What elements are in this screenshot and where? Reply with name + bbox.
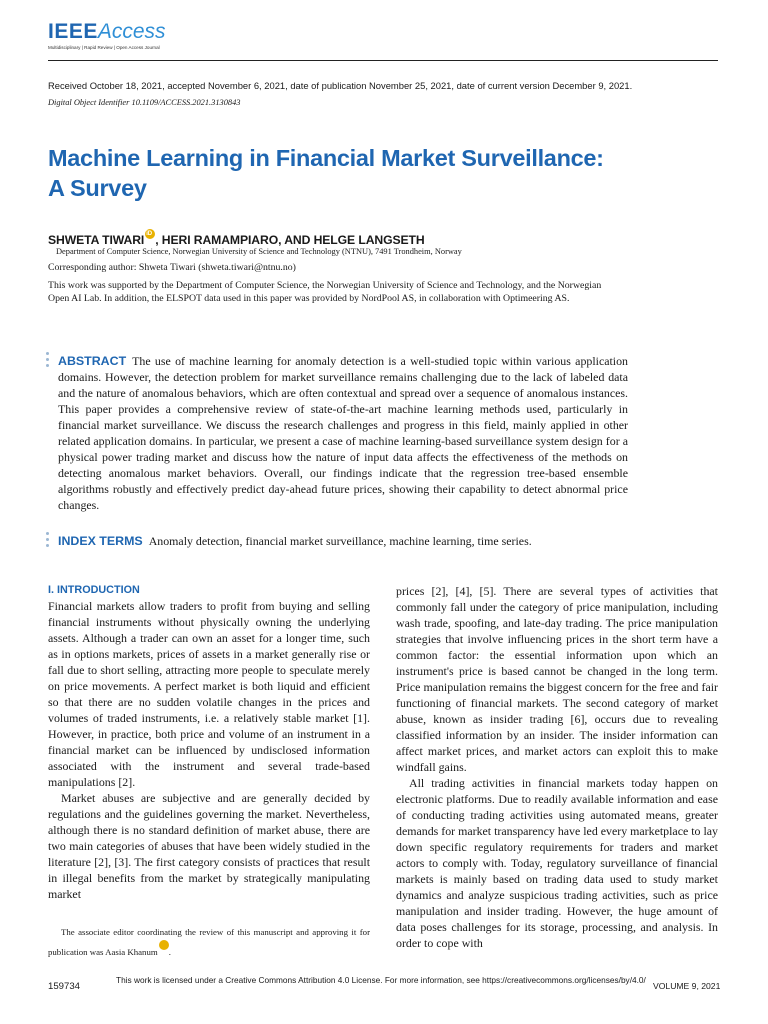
header-rule	[48, 60, 718, 61]
intro-paragraph-3: All trading activities in financial markets today happen on electronic platforms. Due to readily available information and ease of conducting trading activities using automated means, greater demands for market transparency have led every marketplace to lay down specific regulatory requirements for traders and market actors to comply with. Today, regulatory surveillance of financial markets is mainly based on trading data used to study market dynamics and analyze suspicious trading activities, such as price manipulation and insider trading. However, the huge amount of data poses challenges for its storage, processing, and analysis. In order to cope with	[396, 776, 718, 950]
received-dates: Received October 18, 2021, accepted November 6, 2021, date of publication November 25, 2021, date of current version December 9, 2021.	[48, 80, 633, 91]
corresponding-author: Corresponding author: Shweta Tiwari (shweta.tiwari@ntnu.no)	[48, 262, 296, 273]
funding-note: This work was supported by the Department of Computer Science, the Norwegian University of Science and Technology, and the Norwegian Open AI Lab. In addition, the ELSPOT data used in this paper was provided by NordPool AS, in collaboration with Optimeering AS.	[48, 280, 602, 304]
authors	[48, 229, 425, 247]
license-note[interactable]: This work is licensed under a Creative Commons Attribution 4.0 License. For more information, see https://creativecommons.org/licenses/by/4.0/	[116, 975, 646, 985]
left-column	[48, 583, 370, 902]
volume: VOLUME 9, 2021	[653, 981, 721, 991]
journal-logo	[48, 20, 178, 56]
editor-footnote	[48, 925, 370, 960]
footnote-text: The associate editor coordinating the review of this manuscript and approving it for publication was Aasia Khanum	[48, 927, 370, 957]
intro-paragraph-2-continued: prices [2], [4], [5]. There are several types of activities that commonly fall under the category of price manipulation, including wash trade, spoofing, and late-day trading. The price manipulation strategies that involve influencing prices in the short term have a common factor: the essential information upon which an instrument's price is based cannot be changed in the long term. Price manipulation remains the biggest concern for the free and fair functioning of financial markets. The second category of market abuse, known as insider trading [6], occurs due to revealing classified information by an insider. The insider information can affect market prices, and market actors can exploit this to make windfall gains.	[396, 584, 718, 774]
journal-brand: IEEE	[48, 20, 98, 43]
doi[interactable]: Digital Object Identifier 10.1109/ACCESS.2021.3130843	[48, 98, 241, 107]
orcid-icon[interactable]	[145, 229, 155, 239]
abstract-text: The use of machine learning for anomaly detection is a well-studied topic within various application domains. However, the detection problem for market surveillance remains challenging due to the lack of labeled data and the nature of anomalous behaviors, which are often contextual and spread over a sequence of anomalous instances. This paper provides a comprehensive review of state-of-the-art machine learning methods used, particularly in financial market surveillance. We discuss the research challenges and progress in this field, mainly applied in other related application domains. In particular, we present a case of machine learning-based surveillance system design for a physical power trading market and discuss how the nature of input data affects the effectiveness of the methods on detecting anomalous market behaviors. Overall, our findings indicate that the regression tree-based ensemble algorithms robustly and effectively predict day-ahead future prices, showing their capability to detect abnormal price changes.	[58, 354, 628, 512]
intro-paragraph-2: Market abuses are subjective and are generally decided by regulations and the guidelines governing the market. Nevertheless, although there is no standard definition of market abuse, there are two main categories of abuses that have been widely studied in the literature [2], [3]. The first category consists of practices that result in illegal benefits from the market by strategically manipulating market	[48, 791, 370, 901]
journal-tagline: Multidisciplinary | Rapid Review | Open Access Journal	[48, 45, 160, 50]
footnote-end: .	[168, 947, 171, 957]
index-terms	[58, 533, 698, 549]
section-heading-introduction: I. INTRODUCTION	[48, 584, 140, 596]
intro-paragraph-1: Financial markets allow traders to profit from buying and selling financial instruments without physically owning the underlying assets. Although a trader can own an asset for a longer time, such as in options markets, prices of assets in a market generally rise or fall due to short selling, attracting more people to speculate merely on price movements. A perfect market is both liquid and efficient so that there are no sudden volatile changes in the prices and volumes of traded instruments, i.e. a relatively stable market [1]. However, in practice, both price and volume of an instrument in a financial market can be influenced by undisclosed information associated with the instrument and several trade-based manipulations [2].	[48, 599, 370, 789]
page-number: 159734	[48, 981, 81, 992]
index-terms-marker-icon	[46, 532, 50, 550]
abstract-marker-icon	[46, 352, 50, 370]
author-first: SHWETA TIWARI	[48, 233, 145, 247]
right-column	[396, 583, 718, 951]
index-terms-text: Anomaly detection, financial market surveillance, machine learning, time series.	[148, 534, 532, 548]
abstract	[58, 353, 628, 513]
paper-title: Machine Learning in Financial Market Surveillance: A Survey	[48, 145, 604, 201]
journal-name: Access	[97, 20, 166, 43]
author-rest: , HERI RAMAMPIARO, AND HELGE LANGSETH	[155, 233, 425, 247]
index-terms-label: INDEX TERMS	[58, 534, 143, 548]
affiliation: Department of Computer Science, Norwegian University of Science and Technology (NTNU), 7491 Trondheim, Norway	[56, 247, 462, 256]
orcid-icon[interactable]	[159, 940, 169, 950]
abstract-label: ABSTRACT	[58, 354, 127, 368]
